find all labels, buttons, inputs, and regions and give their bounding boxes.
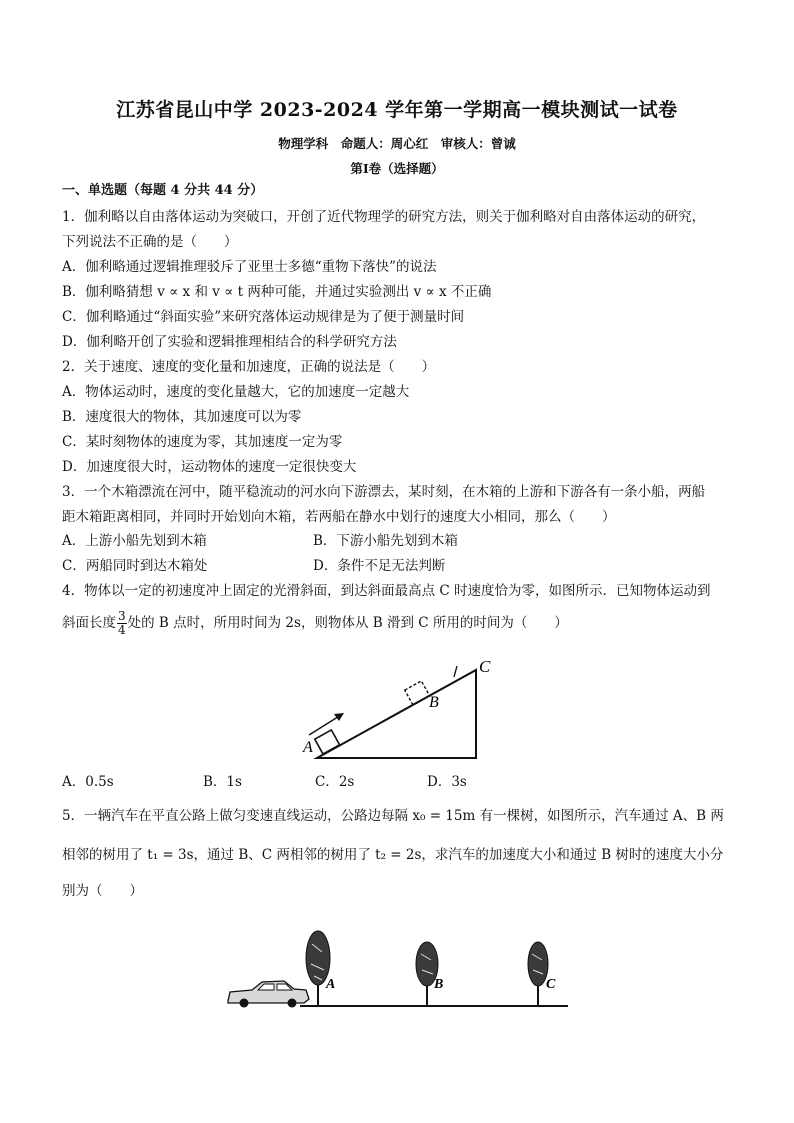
q1-option-a: A．伽利略通过逻辑推理驳斥了亚里士多德“重物下落快”的说法 [62,259,437,275]
incline-diagram [295,650,505,765]
tree-b-icon [416,942,438,1006]
q1-option-b: B．伽利略猜想 v ∝ x 和 v ∝ t 两种可能，并通过实验测出 v ∝ x 不正确 [62,284,492,300]
q2-option-d: D．加速度很大时，运动物体的速度一定很快变大 [62,459,357,475]
tree-label-c: C [546,977,556,992]
tree-label-a: A [326,977,336,992]
volume-heading: 第Ⅰ卷（选择题） [350,161,444,176]
q4-option-b: B．1s [203,774,242,790]
label-b: B [429,694,439,711]
q4-option-c: C．2s [315,774,355,790]
q3-option-c: C．两船同时到达木箱处 [62,558,208,574]
velocity-arrowhead [334,713,344,721]
block-at-b-dashed [405,681,430,705]
q4-stem-pre: 斜面长度 [62,615,116,631]
block-at-a [315,730,340,754]
tree-label-b: B [434,977,444,992]
section-heading: 一、单选题（每题 4 分共 44 分） [62,183,264,198]
label-a: A [303,739,313,756]
q4-stem-post: 处的 B 点时，所用时间为 2s，则物体从 B 滑到 C 所用的时间为（ ） [127,615,568,631]
q4-stem-line2 [62,610,568,637]
q1-option-d: D．伽利略开创了实验和逻辑推理相结合的科学研究方法 [62,334,397,350]
q4-stem-line1: 4．物体以一定的初速度冲上固定的光滑斜面，到达斜面最高点 C 时速度恰为零，如图所示．已知物体运动到 [62,583,711,599]
q5-stem-line3: 别为（ ） [62,883,143,899]
fraction-numerator: 3 [118,609,126,623]
label-c: C [479,657,491,676]
q4-option-a: A．0.5s [62,774,114,790]
q3-option-d: D．条件不足无法判断 [313,558,446,574]
q3-option-b: B．下游小船先划到木箱 [313,533,458,549]
q5-stem-line2: 相邻的树用了 t₁ = 3s，通过 B、C 两相邻的树用了 t₂ = 2s，求汽车的加速度大小和通过 B 树时的速度大小分 [62,847,724,863]
q3-stem-line2: 距木箱距离相同，并同时开始划向木箱，若两船在静水中划行的速度大小相同，那么（ ） [62,509,616,525]
q2-option-b: B．速度很大的物体，其加速度可以为零 [62,409,302,425]
q2-option-c: C．某时刻物体的速度为零，其加速度一定为零 [62,434,343,450]
exam-title: 江苏省昆山中学 2023-2024 学年第一学期高一模块测试一试卷 [116,99,678,121]
tree-c-icon [528,942,548,1006]
q4-option-d: D．3s [427,774,467,790]
q1-option-c: C．伽利略通过“斜面实验”来研究落体运动规律是为了便于测量时间 [62,309,465,325]
exam-meta: 物理学科 命题人：周心红 审核人：曾诚 [278,136,516,151]
q1-stem-line2: 下列说法不正确的是（ ） [62,234,238,250]
tree-a-icon [306,931,330,1006]
q5-stem-line1: 5．一辆汽车在平直公路上做匀变速直线运动，公路边每隔 x₀ = 15m 有一棵树，如图所示，汽车通过 A、B 两 [62,808,724,824]
velocity-arrow [309,715,341,735]
q3-option-a: A．上游小船先划到木箱 [62,533,207,549]
fraction-denominator: 4 [118,623,126,637]
q2-option-a: A．物体运动时，速度的变化量越大，它的加速度一定越大 [62,384,410,400]
q2-stem: 2．关于速度、速度的变化量和加速度，正确的说法是（ ） [62,359,436,375]
q1-stem-line1: 1．伽利略以自由落体运动为突破口，开创了近代物理学的研究方法，则关于伽利略对自由落体运动的研究， [62,209,706,225]
fraction-three-quarters [117,610,127,637]
road-trees-diagram [222,922,582,1017]
q3-stem-line1: 3．一个木箱漂流在河中，随平稳流动的河水向下游漂去，某时刻，在木箱的上游和下游各有一条小船，两船 [62,484,706,500]
mark-c-tick [454,666,457,677]
car-icon [228,981,309,1008]
